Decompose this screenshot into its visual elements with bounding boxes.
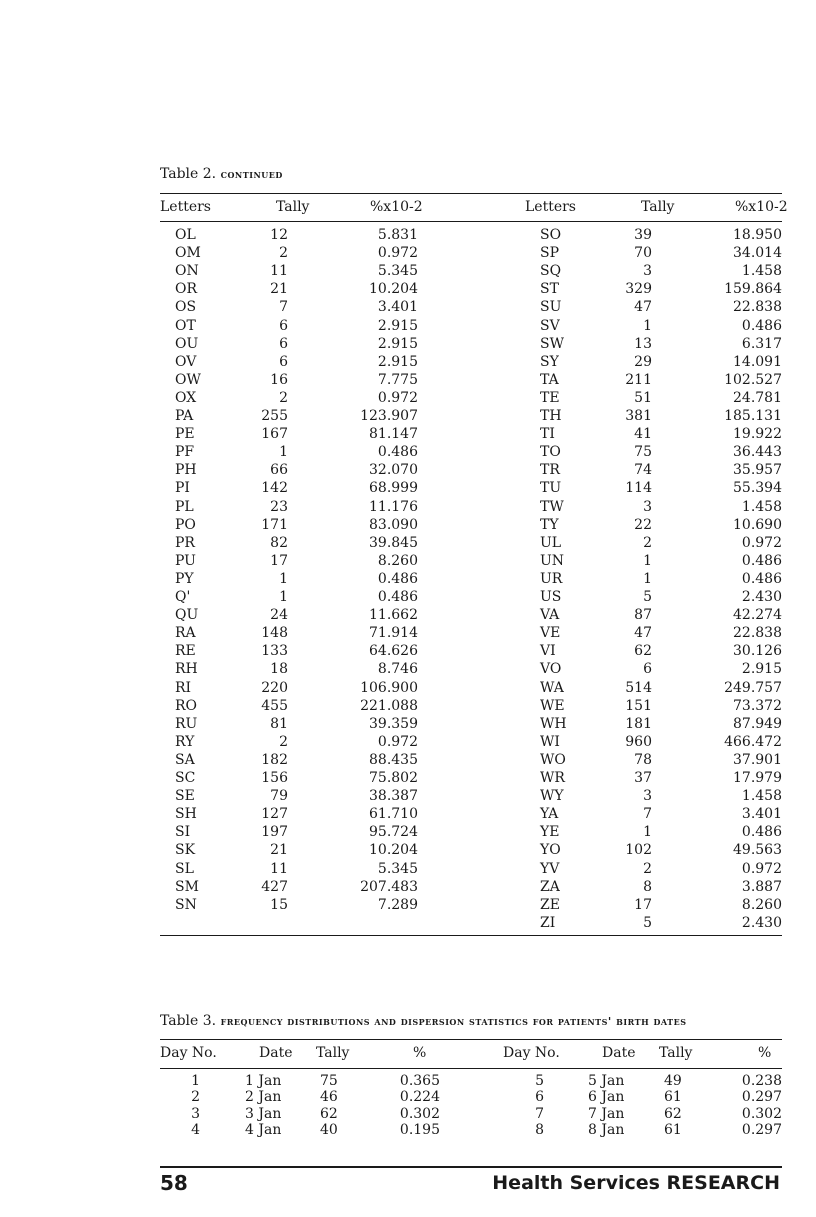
table2-left-tally: 167 <box>261 426 288 443</box>
table2-left-letters: OX <box>175 389 197 406</box>
table2-header-tally-right: Tally <box>641 199 675 215</box>
table2-right-pct: 73.372 <box>733 697 782 714</box>
table2-left-pct: 8.746 <box>377 661 418 678</box>
table2-left-letters: SH <box>175 806 197 823</box>
table2-left-pct: 32.070 <box>369 462 418 479</box>
table2-right-tally: 87 <box>634 607 652 624</box>
table2-left-pct: 95.724 <box>369 824 418 841</box>
table3-top-rule <box>160 1039 782 1040</box>
table2-right-tally: 3 <box>643 498 652 515</box>
table2-right-tally: 5 <box>643 914 652 931</box>
table2-left-tally: 11 <box>270 263 288 280</box>
table2-left-letters: ON <box>175 263 199 280</box>
table2-left-tally: 66 <box>270 462 288 479</box>
table3-date-left: 1 Jan <box>245 1073 282 1089</box>
table2-right-tally: 78 <box>634 751 652 768</box>
table2-right-pct: 8.260 <box>741 896 782 913</box>
journal-title: Health Services RESEARCH <box>492 1172 780 1194</box>
table2-right-pct: 37.901 <box>733 751 782 768</box>
table2-left-letters: PI <box>175 480 190 497</box>
table3-tally-right: 61 <box>664 1121 682 1138</box>
table2-right-pct: 1.458 <box>741 788 782 805</box>
table2-left-pct: 123.907 <box>360 408 418 424</box>
table2-left-tally: 79 <box>270 788 288 805</box>
table2-right-tally: 381 <box>625 408 652 424</box>
table2-right-pct: 24.781 <box>733 389 782 406</box>
table3-pct-left: 0.365 <box>399 1073 440 1089</box>
table2-header-rule <box>160 221 782 222</box>
table2-left-tally: 12 <box>270 227 288 243</box>
table2-caption-label: Table 2. <box>160 166 217 182</box>
table3-pct-right: 0.297 <box>741 1121 782 1138</box>
table2-left-pct: 68.999 <box>369 480 418 497</box>
table2-left-letters: SA <box>175 751 195 768</box>
table3-header-rule <box>160 1068 782 1069</box>
table2-right-tally: 47 <box>634 625 652 642</box>
table2-left-pct: 10.204 <box>369 281 418 298</box>
table2-left-letters: RE <box>175 643 196 660</box>
table2-left-tally: 1 <box>279 570 288 587</box>
table3-tally-left: 75 <box>320 1073 338 1089</box>
table2-right-letters: VI <box>540 643 556 660</box>
table2-left-pct: 2.915 <box>377 335 418 352</box>
table2-right-tally: 5 <box>643 589 652 605</box>
table2-right-letters: VE <box>540 625 561 642</box>
table3-tally-right: 49 <box>664 1073 682 1089</box>
table3-date-left: 2 Jan <box>245 1089 282 1106</box>
table2-right-pct: 185.131 <box>724 408 782 424</box>
table3-pct-left: 0.302 <box>399 1105 440 1122</box>
table2-left-letters: OW <box>175 371 201 388</box>
page-number: 58 <box>160 1171 188 1195</box>
table2-left-letters: OM <box>175 245 201 262</box>
table2-right-pct: 0.486 <box>741 317 782 334</box>
table2-right-tally: 47 <box>634 299 652 316</box>
table2-right-pct: 6.317 <box>741 335 782 352</box>
table2-left-pct: 2.915 <box>377 317 418 334</box>
table2-left-letters: RU <box>175 715 198 732</box>
table2-left-pct: 11.662 <box>369 607 418 624</box>
table2-left-tally: 455 <box>261 697 288 714</box>
table2-right-pct: 19.922 <box>733 426 782 443</box>
table2-left-tally: 142 <box>261 480 288 497</box>
table2-left-letters: SL <box>175 860 194 877</box>
table2-left-tally: 1 <box>279 589 288 605</box>
table2-left-letters: QU <box>175 607 199 624</box>
table2-left-pct: 88.435 <box>369 751 418 768</box>
table2-right-pct: 30.126 <box>733 643 782 660</box>
table2-left-tally: 24 <box>270 607 288 624</box>
table2-left-tally: 6 <box>279 317 288 334</box>
table2-left-letters: SE <box>175 788 195 805</box>
table3-pct-left: 0.195 <box>399 1121 440 1138</box>
table2-left-letters: PF <box>175 444 195 461</box>
table2-right-letters: VO <box>540 661 562 678</box>
table3-pct-right: 0.297 <box>741 1089 782 1106</box>
table2-right-tally: 1 <box>643 570 652 587</box>
table2-right-tally: 7 <box>643 806 652 823</box>
table2-right-pct: 0.972 <box>741 860 782 877</box>
table2-left-tally: 2 <box>279 389 288 406</box>
table2-right-letters: WH <box>540 715 567 732</box>
table2-right-letters: YO <box>540 842 561 859</box>
table2-header-letters-left: Letters <box>160 199 211 215</box>
table2-right-letters: SO <box>540 227 562 243</box>
table2-right-letters: YV <box>540 860 560 877</box>
table2-left-pct: 75.802 <box>369 770 418 786</box>
table2-right-tally: 329 <box>625 281 652 298</box>
table3-dayno-left: 4 <box>191 1121 200 1138</box>
table2-right-pct: 0.486 <box>741 824 782 841</box>
table2-right-tally: 3 <box>643 263 652 280</box>
table2-left-pct: 3.401 <box>377 299 418 316</box>
table2-left-tally: 127 <box>261 806 288 823</box>
table3-tally-left: 62 <box>320 1105 338 1122</box>
table2-left-pct: 0.972 <box>377 389 418 406</box>
table2-right-letters: UR <box>540 570 563 587</box>
table2-right-letters: UL <box>540 534 562 551</box>
table2-left-letters: PH <box>175 462 197 479</box>
table2-left-tally: 16 <box>270 371 288 388</box>
table2-right-letters: SP <box>540 245 560 262</box>
table2-right-letters: WI <box>540 733 560 750</box>
table2-bottom-rule <box>160 935 782 936</box>
table2-right-pct: 22.838 <box>733 299 782 316</box>
table2-left-letters: SN <box>175 896 197 913</box>
table3-pct-right: 0.302 <box>741 1105 782 1122</box>
table2-left-tally: 182 <box>261 751 288 768</box>
table2-right-pct: 42.274 <box>733 607 782 624</box>
table2-left-pct: 38.387 <box>369 788 418 805</box>
table2-right-tally: 1 <box>643 552 652 569</box>
table2-right-pct: 249.757 <box>724 679 782 696</box>
table2-right-letters: VA <box>540 607 560 624</box>
table2-right-pct: 1.458 <box>741 263 782 280</box>
table2-left-tally: 81 <box>270 715 288 732</box>
table2-right-pct: 2.430 <box>741 589 782 605</box>
table2-left-letters: RH <box>175 661 198 678</box>
table2-left-tally: 133 <box>261 643 288 660</box>
table2-left-pct: 0.486 <box>377 444 418 461</box>
table2-right-tally: 13 <box>634 335 652 352</box>
table2-left-pct: 207.483 <box>360 878 418 895</box>
table3-tally-right: 61 <box>664 1089 682 1106</box>
table2-right-letters: TH <box>540 408 562 424</box>
table3-caption <box>160 1013 687 1029</box>
table2-right-letters: TI <box>540 426 555 443</box>
table2-right-letters: WO <box>540 751 566 768</box>
table2-right-letters: SU <box>540 299 562 316</box>
table2-right-pct: 0.486 <box>741 552 782 569</box>
table2-right-pct: 10.690 <box>733 516 782 533</box>
table2-right-letters: TU <box>540 480 562 497</box>
table2-left-letters: PO <box>175 516 196 533</box>
table2-right-pct: 35.957 <box>733 462 782 479</box>
table2-left-letters: RO <box>175 697 198 714</box>
table2-right-letters: SV <box>540 317 560 334</box>
table2-right-pct: 34.014 <box>733 245 782 262</box>
table2-left-pct: 0.486 <box>377 570 418 587</box>
table2-left-letters: OU <box>175 335 199 352</box>
table2-right-tally: 51 <box>634 389 652 406</box>
table2-left-pct: 7.775 <box>377 371 418 388</box>
table2-left-tally: 2 <box>279 245 288 262</box>
table2-right-letters: YE <box>540 824 560 841</box>
table3-date-right: 5 Jan <box>588 1073 625 1089</box>
table2-left-pct: 10.204 <box>369 842 418 859</box>
table2-left-pct: 0.486 <box>377 589 418 605</box>
table2-header-tally-left: Tally <box>276 199 310 215</box>
table2-right-tally: 22 <box>634 516 652 533</box>
table2-right-letters: ZI <box>540 914 556 931</box>
table2-left-tally: 220 <box>261 679 288 696</box>
table2-right-letters: YA <box>540 806 559 823</box>
table3-date-right: 7 Jan <box>588 1105 625 1122</box>
table2-header-pct-left: %x10-2 <box>370 199 423 215</box>
table2-left-letters: RY <box>175 733 195 750</box>
table2-right-pct: 3.887 <box>741 878 782 895</box>
table2-left-pct: 11.176 <box>369 498 418 515</box>
table2-left-pct: 0.972 <box>377 733 418 750</box>
table2-left-letters: PL <box>175 498 194 515</box>
table2-left-tally: 21 <box>270 842 288 859</box>
table2-left-tally: 255 <box>261 408 288 424</box>
table2-right-letters: WY <box>540 788 564 805</box>
table2-left-tally: 171 <box>261 516 288 533</box>
table2-left-tally: 1 <box>279 444 288 461</box>
table2-caption-suffix: continued <box>220 167 283 181</box>
table2-left-letters: OT <box>175 317 196 334</box>
table3-dayno-left: 1 <box>191 1073 200 1089</box>
table2-top-rule <box>160 193 782 194</box>
table2-left-pct: 106.900 <box>360 679 418 696</box>
table2-right-tally: 1 <box>643 824 652 841</box>
table3-date-right: 8 Jan <box>588 1121 625 1138</box>
table3-header-tally-left: Tally <box>316 1045 350 1061</box>
table2-right-pct: 0.486 <box>741 570 782 587</box>
table2-right-tally: 102 <box>625 842 652 859</box>
table2-right-tally: 17 <box>634 896 652 913</box>
table2-left-letters: SK <box>175 842 196 859</box>
table2-left-tally: 15 <box>270 896 288 913</box>
table2-right-letters: TA <box>540 371 559 388</box>
table2-right-letters: ZE <box>540 896 560 913</box>
table2-right-pct: 87.949 <box>733 715 782 732</box>
table2-right-letters: TO <box>540 444 561 461</box>
table2-left-letters: OL <box>175 227 196 243</box>
table2-left-tally: 7 <box>279 299 288 316</box>
table2-left-letters: PR <box>175 534 195 551</box>
table2-left-tally: 148 <box>261 625 288 642</box>
table2-left-pct: 8.260 <box>377 552 418 569</box>
table2-right-pct: 55.394 <box>733 480 782 497</box>
table3-header-tally-right: Tally <box>659 1045 693 1061</box>
table2-right-letters: WA <box>540 679 564 696</box>
table3-caption-suffix: frequency distributions and dispersion statistics for patients' birth dates <box>220 1015 687 1028</box>
table2-right-tally: 74 <box>634 462 652 479</box>
table2-right-pct: 2.430 <box>741 914 782 931</box>
table3-header-dayno-right: Day No. <box>503 1045 560 1061</box>
table2-left-pct: 0.972 <box>377 245 418 262</box>
table3-date-right: 6 Jan <box>588 1089 625 1106</box>
footer-rule <box>160 1166 782 1168</box>
table3-dayno-right: 5 <box>535 1073 544 1089</box>
table2-left-letters: PU <box>175 552 196 569</box>
table2-right-letters: TY <box>540 516 559 533</box>
table2-right-letters: SW <box>540 335 564 352</box>
table2-header-letters-right: Letters <box>525 199 576 215</box>
table2-right-pct: 2.915 <box>741 661 782 678</box>
table2-left-letters: SM <box>175 878 199 895</box>
table3-header-date-right: Date <box>602 1045 636 1061</box>
table3-pct-right: 0.238 <box>741 1073 782 1089</box>
table2-right-pct: 102.527 <box>724 371 782 388</box>
table2-left-pct: 5.345 <box>377 263 418 280</box>
table3-header-pct-left: % <box>413 1045 427 1061</box>
table2-left-pct: 221.088 <box>360 697 418 714</box>
table3-date-left: 3 Jan <box>245 1105 282 1122</box>
table2-right-letters: US <box>540 589 562 605</box>
table2-left-tally: 11 <box>270 860 288 877</box>
table2-left-letters: RI <box>175 679 192 696</box>
table2-right-tally: 70 <box>634 245 652 262</box>
table2-right-pct: 14.091 <box>733 353 782 370</box>
table2-right-tally: 3 <box>643 788 652 805</box>
table2-right-tally: 114 <box>625 480 652 497</box>
table2-left-tally: 427 <box>261 878 288 895</box>
table2-right-pct: 49.563 <box>733 842 782 859</box>
table2-right-tally: 8 <box>643 878 652 895</box>
table2-left-letters: OR <box>175 281 198 298</box>
table2-right-letters: ST <box>540 281 559 298</box>
table2-left-tally: 197 <box>261 824 288 841</box>
table2-right-pct: 22.838 <box>733 625 782 642</box>
table3-tally-right: 62 <box>664 1105 682 1122</box>
table2-left-pct: 61.710 <box>369 806 418 823</box>
table2-left-tally: 2 <box>279 733 288 750</box>
table2-left-tally: 6 <box>279 335 288 352</box>
table2-left-letters: PY <box>175 570 194 587</box>
table2-right-tally: 39 <box>634 227 652 243</box>
table2-right-letters: SY <box>540 353 559 370</box>
table2-right-pct: 466.472 <box>724 733 782 750</box>
table2-left-tally: 18 <box>270 661 288 678</box>
table2-right-tally: 1 <box>643 317 652 334</box>
table2-right-pct: 1.458 <box>741 498 782 515</box>
table2-right-pct: 3.401 <box>741 806 782 823</box>
table2-left-pct: 81.147 <box>369 426 418 443</box>
table2-right-pct: 36.443 <box>733 444 782 461</box>
table3-dayno-right: 7 <box>535 1105 544 1122</box>
table2-left-tally: 23 <box>270 498 288 515</box>
table2-right-tally: 62 <box>634 643 652 660</box>
table2-left-letters: OS <box>175 299 197 316</box>
table3-caption-label: Table 3. <box>160 1013 217 1029</box>
table2-left-tally: 21 <box>270 281 288 298</box>
table3-header-date-left: Date <box>259 1045 293 1061</box>
table2-right-pct: 0.972 <box>741 534 782 551</box>
table2-left-pct: 7.289 <box>377 896 418 913</box>
table2-left-letters: PE <box>175 426 195 443</box>
table3-tally-left: 40 <box>320 1121 338 1138</box>
table2-right-letters: WR <box>540 770 565 786</box>
table2-right-pct: 18.950 <box>733 227 782 243</box>
table2-caption <box>160 166 283 182</box>
table2-right-letters: ZA <box>540 878 560 895</box>
table2-left-tally: 6 <box>279 353 288 370</box>
table2-right-letters: SQ <box>540 263 562 280</box>
table2-left-pct: 71.914 <box>369 625 418 642</box>
table3-dayno-left: 3 <box>191 1105 200 1122</box>
table2-right-tally: 29 <box>634 353 652 370</box>
table2-left-tally: 82 <box>270 534 288 551</box>
table2-left-pct: 83.090 <box>369 516 418 533</box>
table3-dayno-left: 2 <box>191 1089 200 1106</box>
table2-right-tally: 960 <box>625 733 652 750</box>
table2-right-tally: 151 <box>625 697 652 714</box>
table2-left-letters: SI <box>175 824 191 841</box>
table2-left-letters: PA <box>175 408 194 424</box>
table3-header-pct-right: % <box>758 1045 772 1061</box>
table2-right-pct: 17.979 <box>733 770 782 786</box>
table2-left-letters: OV <box>175 353 197 370</box>
table2-right-letters: TR <box>540 462 560 479</box>
table2-right-tally: 2 <box>643 860 652 877</box>
table2-right-tally: 6 <box>643 661 652 678</box>
table2-right-tally: 514 <box>625 679 652 696</box>
table2-left-letters: Q' <box>175 589 191 605</box>
table2-left-pct: 64.626 <box>369 643 418 660</box>
table2-left-tally: 156 <box>261 770 288 786</box>
table3-dayno-right: 6 <box>535 1089 544 1106</box>
table3-dayno-right: 8 <box>535 1121 544 1138</box>
table2-right-pct: 159.864 <box>724 281 782 298</box>
table2-right-tally: 211 <box>625 371 652 388</box>
table2-left-tally: 17 <box>270 552 288 569</box>
table3-date-left: 4 Jan <box>245 1121 282 1138</box>
table2-left-letters: RA <box>175 625 196 642</box>
table2-right-tally: 75 <box>634 444 652 461</box>
table2-left-pct: 2.915 <box>377 353 418 370</box>
table2-left-pct: 5.831 <box>377 227 418 243</box>
table2-header-pct-right: %x10-2 <box>735 199 788 215</box>
table2-right-letters: TE <box>540 389 560 406</box>
table2-right-tally: 181 <box>625 715 652 732</box>
table3-header-dayno-left: Day No. <box>160 1045 217 1061</box>
table2-left-pct: 39.845 <box>369 534 418 551</box>
table2-right-tally: 41 <box>634 426 652 443</box>
table2-left-pct: 39.359 <box>369 715 418 732</box>
table3-pct-left: 0.224 <box>399 1089 440 1106</box>
table2-right-letters: WE <box>540 697 565 714</box>
table3-tally-left: 46 <box>320 1089 338 1106</box>
table2-left-letters: SC <box>175 770 196 786</box>
table2-right-tally: 2 <box>643 534 652 551</box>
table2-right-letters: TW <box>540 498 564 515</box>
table2-left-pct: 5.345 <box>377 860 418 877</box>
table2-right-letters: UN <box>540 552 565 569</box>
table2-right-tally: 37 <box>634 770 652 786</box>
